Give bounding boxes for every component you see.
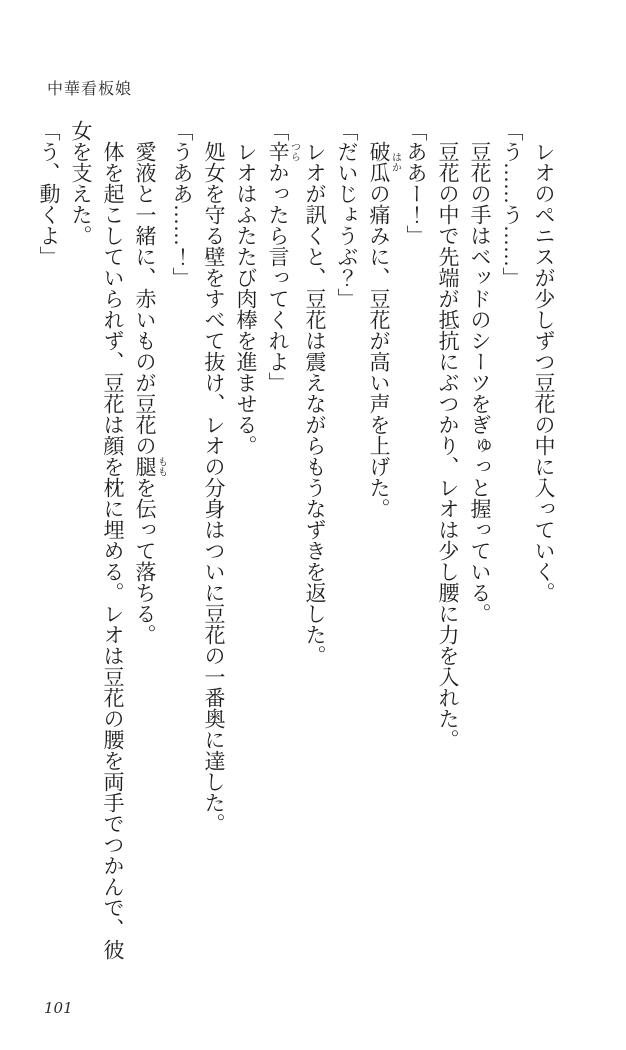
paragraph-narrative: レオはふたたび肉棒を進ませる。 <box>234 141 258 456</box>
paragraph-dialogue: 「だいじょうぶ？」 <box>335 120 359 309</box>
paragraph-dialogue: 「う……う……」 <box>500 120 524 288</box>
text-body <box>37 120 560 965</box>
ruby-annotated-word: 辛つら <box>266 141 300 162</box>
paragraph-narrative: 処女を守る壁をすべて抜け、レオの分身はついに豆花の一番奥に達した。 <box>202 141 226 834</box>
running-header-title: 中華看板娘 <box>47 81 133 98</box>
paragraph-narrative: 豆花の中で先端が抵抗にぶつかり、レオは少し腰に力を入れた。 <box>436 141 460 750</box>
paragraph-narrative: レオが訊くと、豆花は震えながらもうなずきを返した。 <box>303 141 327 666</box>
page-number: 101 <box>44 999 73 1017</box>
paragraph-narrative: 体を起こしていられず、豆花は顔を枕に埋める。レオは豆花の腰を両手でつかんで、彼女を支えた。 <box>69 120 125 960</box>
paragraph-narrative: レオのペニスが少しずつ豆花の中に入っていく。 <box>532 141 556 603</box>
ruby-annotated-word: 腿もも <box>133 456 167 477</box>
paragraph-dialogue: 「ああー！」 <box>404 120 428 246</box>
ruby-annotated-word: 破瓜はか <box>367 141 401 183</box>
paragraph-dialogue: 「う、動くよ」 <box>37 120 61 267</box>
paragraph-narrative: 豆花の手はベッドのシーツをぎゅっと握っている。 <box>468 141 492 624</box>
paragraph-narrative: 愛液と一緒に、赤いものが豆花の腿ももを伝って落ちる。 <box>133 141 167 645</box>
paragraph-dialogue: 「うああ……！」 <box>170 120 194 288</box>
paragraph-narrative: 破瓜はかの痛みに、豆花が高い声を上げた。 <box>367 141 401 519</box>
paragraph-dialogue: 「辛つらかったら言ってくれよ」 <box>266 120 300 393</box>
